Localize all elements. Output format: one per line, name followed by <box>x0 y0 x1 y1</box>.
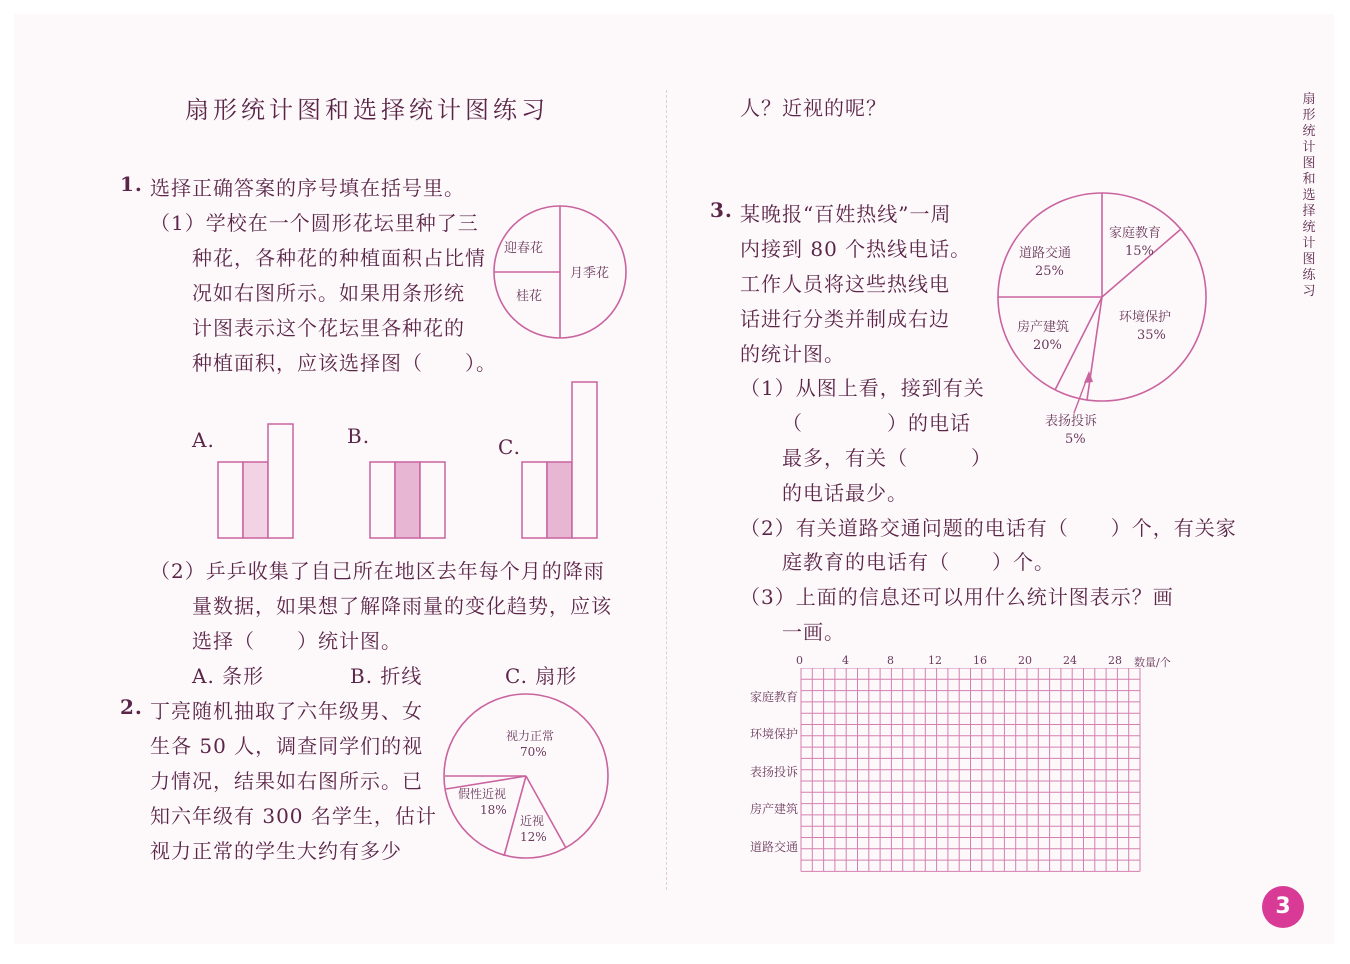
hotline-value-realestate: 20% <box>1033 338 1062 353</box>
q1-p1-line: 况如右图所示。如果用条形统 <box>192 281 465 305</box>
vision-value-pseudo: 18% <box>480 803 507 817</box>
hotline-value-praise: 5% <box>1065 432 1086 447</box>
q1-stem: 选择正确答案的序号填在括号里。 <box>150 176 465 200</box>
hotline-label-env: 环境保护 <box>1119 310 1172 325</box>
x-tick: 24 <box>1063 654 1077 667</box>
bar-a1 <box>218 462 243 538</box>
grid-row-label: 表扬投诉 <box>749 765 798 779</box>
grid-row-label: 家庭教育 <box>749 690 798 704</box>
x-tick: 28 <box>1108 654 1122 667</box>
q1-p1-line: 种花，各种花的种植面积占比情 <box>192 246 486 270</box>
hotline-pie-chart <box>985 185 1215 455</box>
q1-p2-line: 量数据，如果想了解降雨量的变化趋势，应该 <box>192 594 612 618</box>
x-tick: 20 <box>1018 654 1032 667</box>
hotline-label-family: 家庭教育 <box>1109 226 1162 241</box>
q2-continuation: 人？近视的呢？ <box>740 96 887 120</box>
bar-b3 <box>420 462 445 538</box>
page-number: 3 <box>1262 886 1304 928</box>
bar-a2 <box>243 462 268 538</box>
x-tick: 4 <box>842 654 849 667</box>
bar-c1 <box>522 462 547 538</box>
q2-line: 视力正常的学生大约有多少 <box>150 839 402 863</box>
q1-p1-line: 种植面积，应该选择图（ ）。 <box>192 351 497 375</box>
q1-p2-line: 选择（ ）统计图。 <box>192 629 402 653</box>
q2-number: 2. <box>120 695 143 719</box>
q3-sub1-line: （ ）的电话 <box>782 411 971 435</box>
vision-label-normal: 视力正常 <box>506 729 555 743</box>
option-b-label: B. <box>347 424 371 448</box>
option-c-bar-chart <box>518 376 602 542</box>
choice-pie: C. 扇形 <box>505 664 578 688</box>
q2-line: 力情况，结果如右图所示。已 <box>150 769 423 793</box>
hotline-label-realestate: 房产建筑 <box>1017 320 1070 335</box>
grid-row-label: 房产建筑 <box>749 802 798 816</box>
bar-c3 <box>572 382 597 538</box>
x-tick: 16 <box>973 654 987 667</box>
grid-row-label: 环境保护 <box>749 727 798 741</box>
bar-a3 <box>268 424 293 538</box>
hotline-value-traffic: 25% <box>1035 264 1064 279</box>
blank-bar-grid <box>795 668 1145 878</box>
q3-line: 的统计图。 <box>740 342 845 366</box>
q3-line: 某晚报“百姓热线”一周 <box>740 202 952 226</box>
hotline-label-praise: 表扬投诉 <box>1045 414 1098 429</box>
q1-p1-line: 计图表示这个花坛里各种花的 <box>192 316 465 340</box>
x-tick: 12 <box>928 654 942 667</box>
q2-line: 丁亮随机抽取了六年级男、女 <box>150 699 423 723</box>
x-axis-unit: 数量/个 <box>1134 656 1171 669</box>
q1-p2-line: （2）乒乒收集了自己所在地区去年每个月的降雨 <box>150 559 605 583</box>
q2-line: 生各 50 人，调查同学们的视 <box>150 734 424 758</box>
q3-sub2-line: （2）有关道路交通问题的电话有（ ）个，有关家 <box>740 516 1237 540</box>
vision-value-normal: 70% <box>520 745 547 759</box>
vision-label-myopia: 近视 <box>520 814 545 828</box>
q1-number: 1. <box>120 172 143 196</box>
bar-c2 <box>547 462 572 538</box>
x-tick: 8 <box>887 654 894 667</box>
hotline-value-env: 35% <box>1137 328 1166 343</box>
grid-lines <box>801 668 1140 871</box>
q3-line: 话进行分类并制成右边 <box>740 307 950 331</box>
q3-sub1-line: 最多，有关（ ） <box>782 446 992 470</box>
page-title: 扇形统计图和选择统计图练习 <box>185 96 549 124</box>
q3-sub2-line: 庭教育的电话有（ ）个。 <box>782 550 1055 574</box>
bar-b1 <box>370 462 395 538</box>
grid-row-label: 道路交通 <box>749 840 798 854</box>
q2-line: 知六年级有 300 名学生，估计 <box>150 804 437 828</box>
vision-value-myopia: 12% <box>520 830 547 844</box>
choice-bar: A. 条形 <box>192 664 265 688</box>
flower-label-yingchun: 迎春花 <box>504 241 544 256</box>
q1-p1-line: （1）学校在一个圆形花坛里种了三 <box>150 211 479 235</box>
q3-sub1-line: 的电话最少。 <box>782 481 908 505</box>
vision-pie-chart <box>440 690 620 862</box>
option-b-bar-chart <box>366 456 450 542</box>
option-a-label: A. <box>192 428 215 452</box>
hotline-value-family: 15% <box>1125 244 1154 259</box>
flower-pie-chart <box>490 200 640 350</box>
bar-b2 <box>395 462 420 538</box>
choice-line: B. 折线 <box>350 664 423 688</box>
q3-number: 3. <box>710 198 733 222</box>
q3-sub3-line: （3）上面的信息还可以用什么统计图表示？画 <box>740 585 1174 609</box>
side-section-title: 扇形统计图和选择统计图练习 <box>1302 92 1316 299</box>
flower-label-gui: 桂花 <box>516 289 543 304</box>
flower-label-yueji: 月季花 <box>570 266 610 281</box>
q3-sub1-line: （1）从图上看，接到有关 <box>740 376 985 400</box>
x-tick: 0 <box>796 654 803 667</box>
hotline-label-traffic: 道路交通 <box>1019 246 1072 261</box>
q3-sub3-line: 一画。 <box>782 620 845 644</box>
page-divider <box>666 90 667 890</box>
option-a-bar-chart <box>214 418 298 542</box>
q3-line: 内接到 80 个热线电话。 <box>740 237 972 261</box>
option-c-label: C. <box>498 435 521 459</box>
vision-label-pseudo: 假性近视 <box>458 787 507 801</box>
q3-line: 工作人员将这些热线电 <box>740 272 950 296</box>
